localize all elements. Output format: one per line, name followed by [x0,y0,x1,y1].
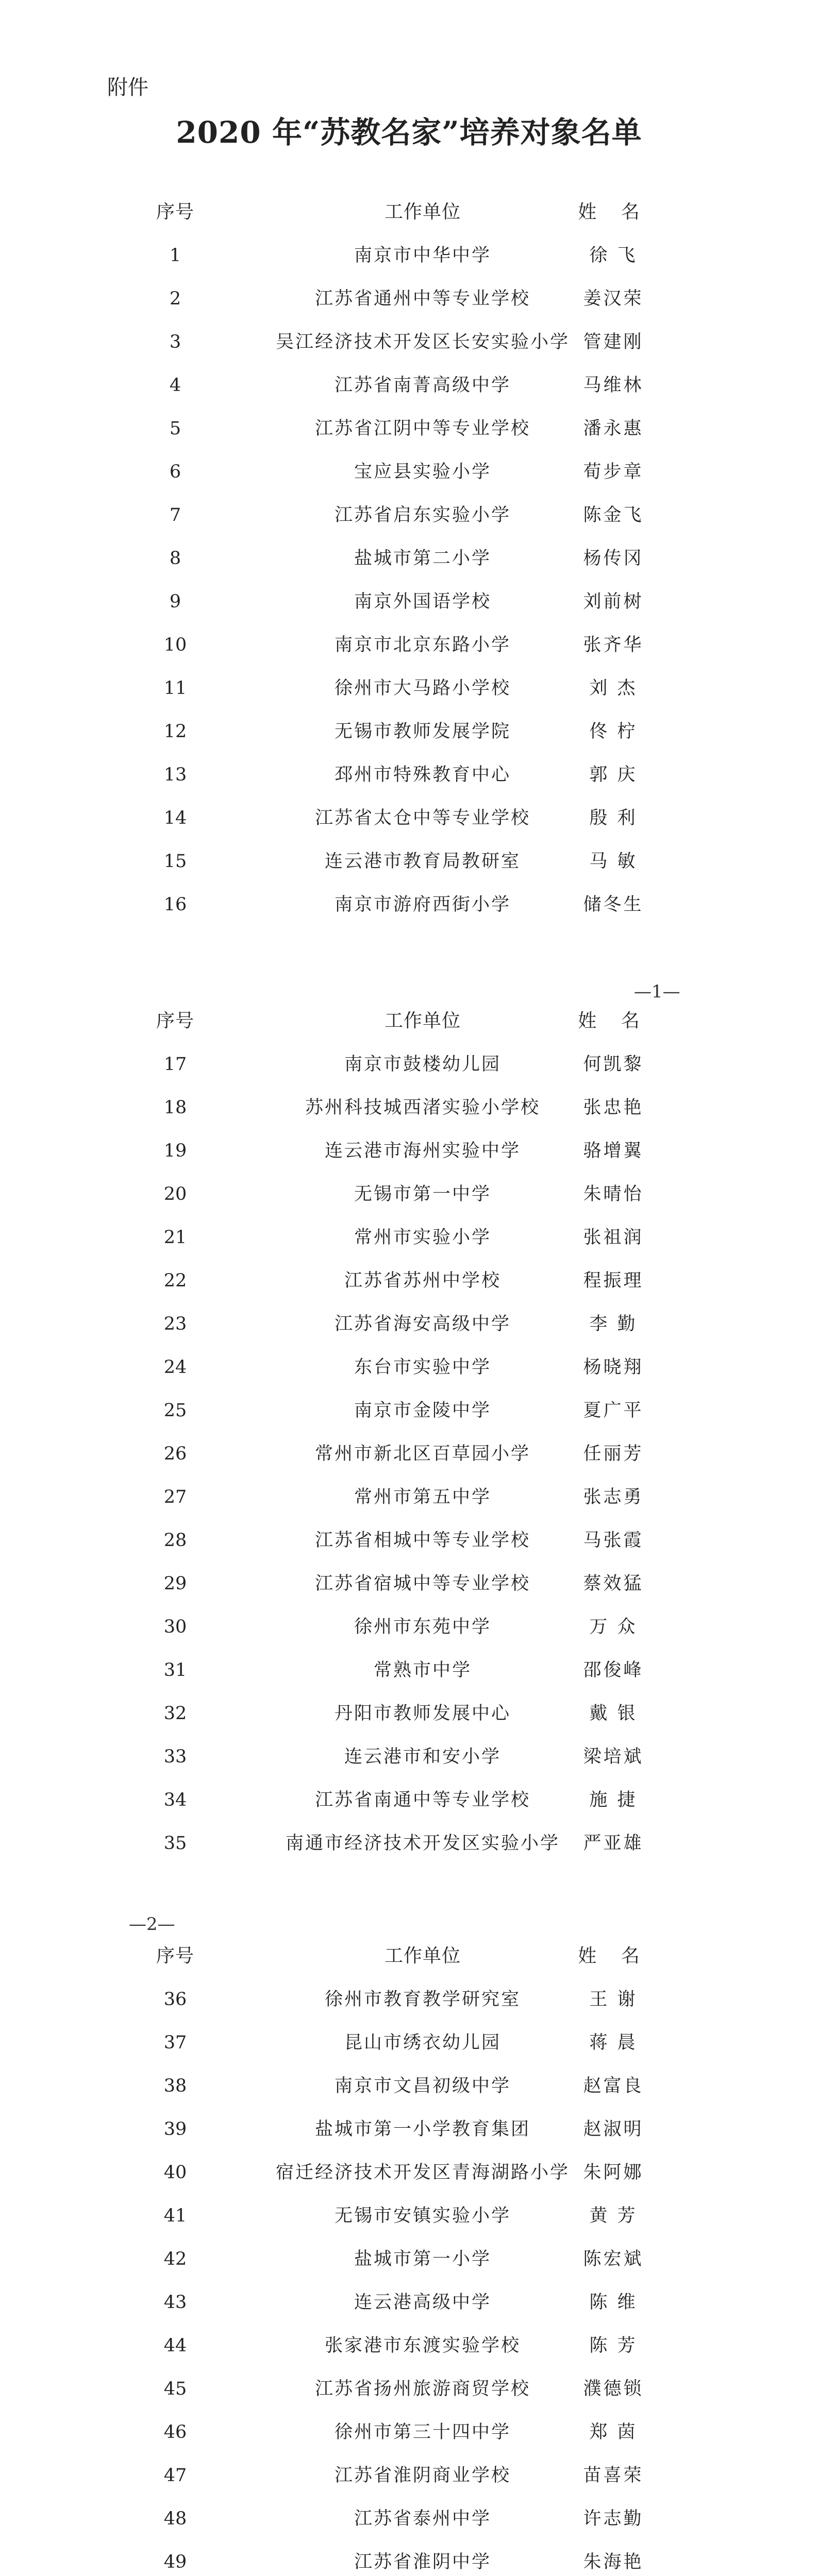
row-unit: 宝应县实验小学 [354,462,491,482]
row-unit: 南通市经济技术开发区实验小学 [285,1833,560,1854]
row-unit: 常州市实验小学 [354,1227,491,1248]
row-unit: 江苏省相城中等专业学校 [314,1530,530,1551]
row-number: 4 [169,375,181,396]
row-unit: 连云港市教育局教研室 [324,851,521,872]
row-unit: 江苏省南菁高级中学 [334,375,511,396]
row-unit: 无锡市教师发展学院 [334,721,511,742]
row-name: 梁培斌 [583,1747,644,1767]
header-no: 序号 [156,201,194,223]
row-unit: 常州市第五中学 [354,1487,491,1507]
row-number: 26 [163,1444,187,1464]
row-number: 22 [163,1270,187,1291]
table-row [0,623,818,667]
row-number: 37 [163,2032,187,2053]
row-number: 16 [163,894,187,915]
row-name: 管建刚 [583,332,644,352]
row-unit: 常州市新北区百草园小学 [314,1444,530,1464]
row-name: 郭 庆 [589,765,638,785]
row-unit: 连云港高级中学 [354,2292,491,2313]
table-row [0,796,818,840]
row-unit: 徐州市教育教学研究室 [324,1989,521,2010]
row-number: 40 [163,2162,187,2183]
row-number: 6 [169,462,181,482]
table-row [0,1389,818,1432]
row-name: 蔡效猛 [583,1573,644,1594]
row-name: 骆增翼 [583,1141,644,1161]
table-row [0,2151,818,2194]
row-name: 赵淑明 [583,2119,644,2140]
row-unit: 江苏省淮阴中学 [354,2552,491,2572]
row-unit: 徐州市东苑中学 [354,1617,491,1637]
header-name: 姓 名 [578,201,649,223]
table-row [0,1978,818,2021]
row-number: 19 [163,1141,187,1161]
row-number: 38 [163,2076,187,2096]
row-unit: 盐城市第一小学教育集团 [314,2119,530,2140]
row-number: 17 [163,1054,187,1075]
table-row [0,1519,818,1562]
row-number: 45 [163,2379,187,2399]
table-row [0,1173,818,1216]
table-row [0,1692,818,1735]
row-name: 黄 芳 [589,2206,638,2226]
row-number: 32 [163,1703,187,1724]
table-header [0,1935,818,1978]
header-name: 姓 名 [578,1010,649,1031]
row-name: 张忠艳 [583,1097,644,1118]
row-unit: 连云港市和安小学 [344,1747,501,1767]
row-number: 41 [163,2206,187,2226]
row-name: 姜汉荣 [583,289,644,309]
row-name: 殷 利 [589,808,638,828]
table-row [0,1432,818,1476]
row-number: 23 [163,1314,187,1334]
table-row [0,1735,818,1778]
row-name: 夏广平 [583,1400,644,1421]
row-number: 44 [163,2335,187,2356]
row-unit: 江苏省南通中等专业学校 [314,1790,530,1810]
row-name: 万 众 [589,1617,638,1637]
row-number: 42 [163,2249,187,2269]
row-number: 18 [163,1097,187,1118]
row-name: 濮德锁 [583,2379,644,2399]
table-row [0,753,818,796]
row-unit: 江苏省宿城中等专业学校 [314,1573,530,1594]
table-row [0,2367,818,2411]
table-row [0,1086,818,1129]
row-unit: 盐城市第二小学 [354,548,491,569]
row-unit: 江苏省江阴中等专业学校 [314,418,530,439]
table-row [0,2324,818,2367]
row-unit: 邳州市特殊教育中心 [334,765,511,785]
row-number: 28 [163,1530,187,1551]
row-name: 杨晓翔 [583,1357,644,1378]
table-row [0,2108,818,2151]
table-row [0,1605,818,1649]
row-number: 9 [169,591,181,612]
row-unit: 常熟市中学 [373,1660,472,1681]
row-number: 36 [163,1989,187,2010]
table-row [0,234,818,277]
table-row [0,277,818,320]
table-row [0,883,818,926]
row-number: 48 [163,2509,187,2529]
row-name: 张祖润 [583,1227,644,1248]
row-number: 39 [163,2119,187,2140]
row-number: 31 [163,1660,187,1681]
row-unit: 连云港市海州实验中学 [324,1141,521,1161]
table-row [0,450,818,494]
row-unit: 宿迁经济技术开发区青海湖路小学 [275,2162,570,2183]
row-number: 2 [169,289,181,309]
row-name: 马维林 [583,375,644,396]
row-name: 郑 茵 [589,2422,638,2443]
row-unit: 盐城市第一小学 [354,2249,491,2269]
row-name: 张志勇 [583,1487,644,1507]
row-name: 朱海艳 [583,2552,644,2572]
row-name: 储冬生 [583,894,644,915]
row-number: 15 [163,851,187,872]
row-name: 潘永惠 [583,418,644,439]
row-number: 11 [163,678,187,699]
row-number: 33 [163,1747,187,1767]
header-no: 序号 [156,1010,194,1031]
row-unit: 吴江经济技术开发区长安实验小学 [275,332,570,352]
annex-label: 附件 [107,76,148,99]
row-unit: 昆山市绣衣幼儿园 [344,2032,501,2053]
header-unit: 工作单位 [384,1010,461,1031]
row-name: 王 谢 [589,1989,638,2010]
row-unit: 江苏省海安高级中学 [334,1314,511,1334]
row-name: 程振理 [583,1270,644,1291]
table-row [0,1822,818,1865]
row-name: 苗喜荣 [583,2465,644,2486]
row-number: 47 [163,2465,187,2486]
table-header [0,191,818,234]
header-no: 序号 [156,1945,194,1967]
table-row [0,1259,818,1302]
row-number: 25 [163,1400,187,1421]
row-unit: 南京市文昌初级中学 [334,2076,511,2096]
header-unit: 工作单位 [384,201,461,223]
header-unit: 工作单位 [384,1945,461,1967]
row-unit: 张家港市东渡实验学校 [324,2335,521,2356]
table-row [0,2021,818,2064]
row-number: 46 [163,2422,187,2443]
header-name: 姓 名 [578,1945,649,1967]
row-name: 李 勤 [589,1314,638,1334]
row-name: 马张霞 [583,1530,644,1551]
row-unit: 徐州市第三十四中学 [334,2422,511,2443]
row-name: 施 捷 [589,1790,638,1810]
row-unit: 江苏省淮阴商业学校 [334,2465,511,2486]
row-name: 杨传冈 [583,548,644,569]
row-number: 8 [169,548,181,569]
table-row [0,2281,818,2324]
row-unit: 东台市实验中学 [354,1357,491,1378]
table-row [0,1216,818,1259]
table-row [0,2540,818,2576]
table-row [0,364,818,407]
row-name: 许志勤 [583,2509,644,2529]
table-row [0,1346,818,1389]
row-number: 3 [169,332,181,352]
row-unit: 南京市中华中学 [354,245,491,266]
row-name: 严亚雄 [583,1833,644,1854]
table-row [0,1649,818,1692]
row-unit: 江苏省太仓中等专业学校 [314,808,530,828]
row-unit: 丹阳市教师发展中心 [334,1703,511,1724]
row-unit: 南京市游府西街小学 [334,894,511,915]
table-row [0,667,818,710]
page-number-2: —2— [129,1914,175,1935]
table-row [0,1778,818,1822]
row-number: 30 [163,1617,187,1637]
page-number-1: —1— [634,981,680,1002]
row-unit: 苏州科技城西渚实验小学校 [305,1097,540,1118]
row-unit: 徐州市大马路小学校 [334,678,511,699]
table-row [0,1302,818,1346]
document-title: 2020 年“苏教名家”培养对象名单 [176,115,642,150]
row-unit: 南京市北京东路小学 [334,635,511,655]
table-row [0,537,818,580]
table-row [0,320,818,364]
table-row [0,580,818,623]
row-number: 13 [163,765,187,785]
row-name: 徐 飞 [589,245,638,266]
row-unit: 江苏省泰州中学 [354,2509,491,2529]
row-unit: 无锡市安镇实验小学 [334,2206,511,2226]
table-row [0,1476,818,1519]
row-unit: 江苏省苏州中学校 [344,1270,501,1291]
row-unit: 江苏省通州中等专业学校 [314,289,530,309]
table-row [0,1043,818,1086]
row-name: 张齐华 [583,635,644,655]
row-number: 29 [163,1573,187,1594]
row-unit: 南京外国语学校 [354,591,491,612]
row-number: 35 [163,1833,187,1854]
row-number: 14 [163,808,187,828]
row-number: 34 [163,1790,187,1810]
row-number: 20 [163,1184,187,1205]
row-name: 赵富良 [583,2076,644,2096]
row-number: 49 [163,2552,187,2572]
table-header [0,999,818,1043]
row-number: 27 [163,1487,187,1507]
row-name: 邵俊峰 [583,1660,644,1681]
row-number: 7 [169,505,181,526]
row-name: 朱阿娜 [583,2162,644,2183]
row-name: 何凯黎 [583,1054,644,1075]
row-number: 1 [169,245,181,266]
table-row [0,1129,818,1173]
row-name: 陈 芳 [589,2335,638,2356]
row-unit: 南京市金陵中学 [354,1400,491,1421]
table-row [0,840,818,883]
row-number: 43 [163,2292,187,2313]
row-unit: 南京市鼓楼幼儿园 [344,1054,501,1075]
row-name: 蒋 晨 [589,2032,638,2053]
row-number: 24 [163,1357,187,1378]
table-row [0,2454,818,2497]
row-number: 5 [169,418,181,439]
table-row [0,2194,818,2238]
table-row [0,2238,818,2281]
row-unit: 江苏省扬州旅游商贸学校 [314,2379,530,2399]
row-name: 刘 杰 [589,678,638,699]
row-name: 马 敏 [589,851,638,872]
row-number: 10 [163,635,187,655]
row-name: 朱晴怡 [583,1184,644,1205]
table-row [0,494,818,537]
row-number: 12 [163,721,187,742]
row-name: 陈宏斌 [583,2249,644,2269]
table-row [0,2497,818,2540]
table-row [0,407,818,450]
row-unit: 江苏省启东实验小学 [334,505,511,526]
table-row [0,2064,818,2108]
table-row [0,1562,818,1605]
row-name: 任丽芳 [583,1444,644,1464]
row-name: 荀步章 [583,462,644,482]
row-unit: 无锡市第一中学 [354,1184,491,1205]
row-name: 陈金飞 [583,505,644,526]
row-name: 戴 银 [589,1703,638,1724]
table-row [0,710,818,753]
row-name: 佟 柠 [589,721,638,742]
row-number: 21 [163,1227,187,1248]
table-row [0,2411,818,2454]
row-name: 陈 维 [589,2292,638,2313]
row-name: 刘前树 [583,591,644,612]
